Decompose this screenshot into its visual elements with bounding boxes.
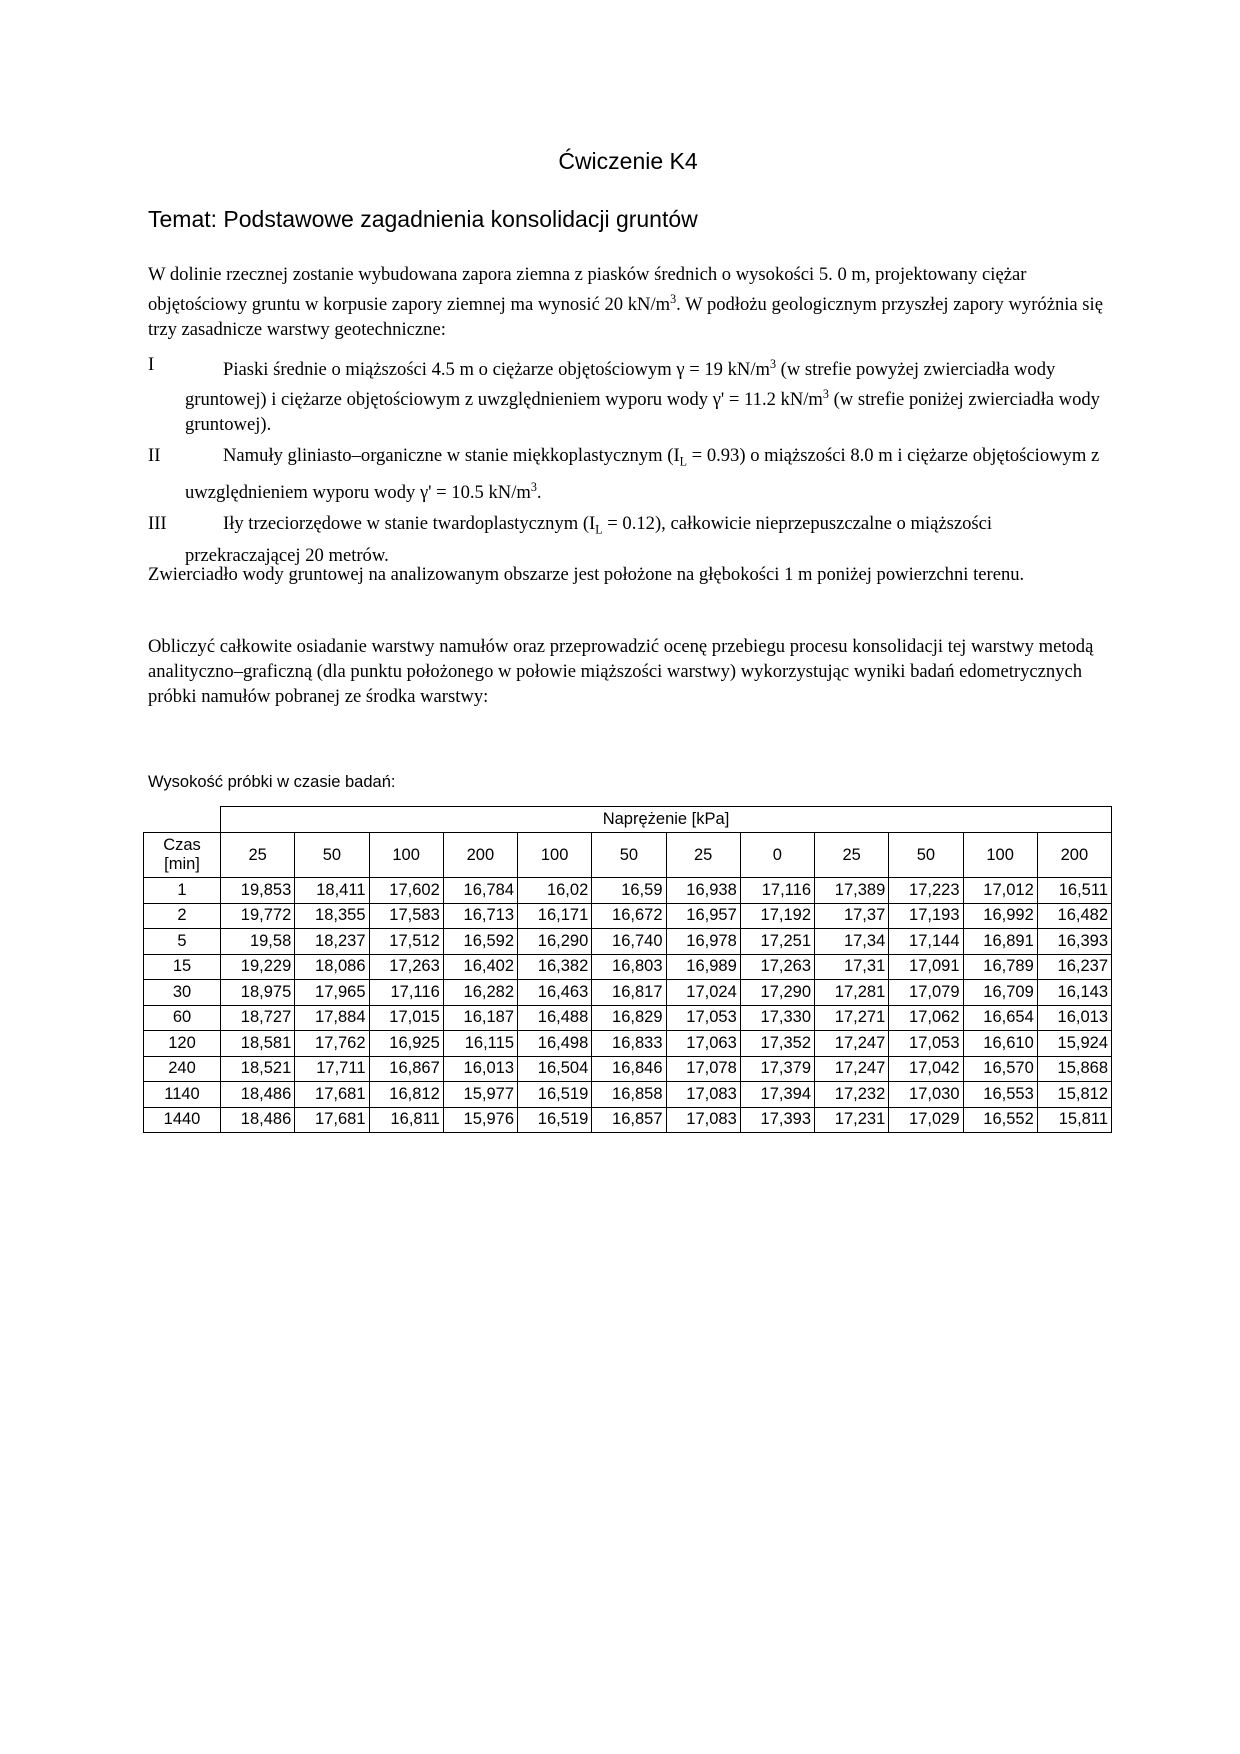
height-cell: 17,053: [666, 1005, 740, 1031]
height-cell: 17,681: [295, 1107, 369, 1133]
height-cell: 18,727: [221, 1005, 295, 1031]
height-cell: 16,393: [1037, 929, 1111, 955]
stress-header-cell: 25: [666, 833, 740, 878]
height-cell: 17,231: [815, 1107, 889, 1133]
table-header-row-values: [144, 833, 1112, 878]
height-cell: 16,519: [518, 1082, 592, 1108]
time-cell: 60: [144, 1005, 221, 1031]
time-cell: 5: [144, 929, 221, 955]
height-cell: 17,263: [369, 954, 443, 980]
height-cell: 18,581: [221, 1031, 295, 1057]
height-cell: 15,976: [443, 1107, 517, 1133]
layer-number: I: [148, 354, 155, 375]
stress-header-cell: 200: [443, 833, 517, 878]
height-cell: 16,891: [963, 929, 1037, 955]
height-cell: 17,330: [740, 1005, 814, 1031]
stress-header-cell: 25: [221, 833, 295, 878]
sample-height-table: [143, 806, 1112, 1133]
table-header-row-stress: [144, 807, 1112, 833]
stress-header-cell: 50: [889, 833, 963, 878]
height-cell: 18,355: [295, 903, 369, 929]
layer-text-b: = 0.93) o miąższości 8.0 m i ciężarze objętościowym z uwzględnieniem wyporu wody γ' = 10.5 kN/m: [185, 445, 1100, 504]
height-cell: 17,290: [740, 980, 814, 1006]
stress-header: Naprężenie [kPa]: [221, 807, 1112, 833]
height-cell: 16,925: [369, 1031, 443, 1057]
height-cell: 17,083: [666, 1107, 740, 1133]
height-cell: 19,772: [221, 903, 295, 929]
height-cell: 16,610: [963, 1031, 1037, 1057]
height-cell: 16,488: [518, 1005, 592, 1031]
height-cell: 17,251: [740, 929, 814, 955]
height-cell: 18,237: [295, 929, 369, 955]
time-header-line1: Czas: [163, 836, 201, 854]
height-cell: 18,975: [221, 980, 295, 1006]
height-cell: 18,486: [221, 1082, 295, 1108]
height-cell: 17,029: [889, 1107, 963, 1133]
table-row: [144, 903, 1112, 929]
height-cell: 17,271: [815, 1005, 889, 1031]
stress-header-cell: 25: [815, 833, 889, 878]
intro-text-1: W dolinie rzecznej zostanie wybudowana zapora ziemna z piasków średnich o wysokości 5. 0 m, projektowany ciężar objętościowy gruntu w korpusie zapory ziemnej ma wynosić 20 kN/m: [148, 264, 1027, 316]
height-cell: 17,012: [963, 878, 1037, 904]
layer-sup-b: 3: [822, 387, 829, 402]
height-cell: 16,672: [592, 903, 666, 929]
table-row: [144, 1082, 1112, 1108]
height-cell: 15,811: [1037, 1107, 1111, 1133]
groundwater-paragraph: Zwierciadło wody gruntowej na analizowanym obszarze jest położone na głębokości 1 m poniżej powierzchni terenu.: [148, 564, 1025, 585]
height-cell: 15,924: [1037, 1031, 1111, 1057]
layer-item-1: [148, 352, 1108, 437]
layer-item-3: [148, 511, 1108, 568]
height-cell: 16,187: [443, 1005, 517, 1031]
height-cell: 17,015: [369, 1005, 443, 1031]
layers-list: [148, 352, 1108, 574]
height-cell: 16,282: [443, 980, 517, 1006]
height-cell: 17,078: [666, 1056, 740, 1082]
height-cell: 17,116: [369, 980, 443, 1006]
height-cell: 16,938: [666, 878, 740, 904]
height-cell: 17,232: [815, 1082, 889, 1108]
intro-sup: 3: [670, 292, 677, 306]
height-cell: 16,59: [592, 878, 666, 904]
height-cell: 17,263: [740, 954, 814, 980]
height-cell: 16,992: [963, 903, 1037, 929]
height-cell: 16,143: [1037, 980, 1111, 1006]
table-row: [144, 954, 1112, 980]
height-cell: 19,58: [221, 929, 295, 955]
height-cell: 16,957: [666, 903, 740, 929]
height-cell: 18,411: [295, 878, 369, 904]
height-cell: 16,498: [518, 1031, 592, 1057]
layer-text-a: Namuły gliniasto–organiczne w stanie miękkoplastycznym (I: [223, 445, 680, 467]
height-cell: 16,171: [518, 903, 592, 929]
height-cell: 17,31: [815, 954, 889, 980]
layer-text-b: = 0.12), całkowicie nieprzepuszczalne o miąższości przekraczającej 20 metrów.: [185, 513, 993, 566]
height-cell: 17,884: [295, 1005, 369, 1031]
height-cell: 16,812: [369, 1082, 443, 1108]
height-cell: 17,711: [295, 1056, 369, 1082]
layer-sup-b: 3: [530, 480, 537, 495]
height-cell: 16,989: [666, 954, 740, 980]
table-row: [144, 1107, 1112, 1133]
height-cell: 17,389: [815, 878, 889, 904]
stress-header-cell: 100: [518, 833, 592, 878]
table-row: [144, 980, 1112, 1006]
height-cell: 16,740: [592, 929, 666, 955]
height-cell: 16,811: [369, 1107, 443, 1133]
height-cell: 16,803: [592, 954, 666, 980]
height-cell: 16,978: [666, 929, 740, 955]
height-cell: 18,486: [221, 1107, 295, 1133]
height-cell: 17,602: [369, 878, 443, 904]
height-cell: 17,091: [889, 954, 963, 980]
height-cell: 17,583: [369, 903, 443, 929]
height-cell: 17,192: [740, 903, 814, 929]
height-cell: 16,553: [963, 1082, 1037, 1108]
height-cell: 16,115: [443, 1031, 517, 1057]
height-cell: 17,223: [889, 878, 963, 904]
layer-text-b: (w strefie powyżej zwierciadła wody gruntowej) i ciężarze objętościowym z uwzględnieniem wyporu wody γ' = 11.2 kN/m: [185, 359, 1056, 411]
time-header-line2: [min]: [164, 855, 200, 873]
height-cell: 17,762: [295, 1031, 369, 1057]
table-row: [144, 878, 1112, 904]
layer-text-a: Iły trzeciorzędowe w stanie twardoplastycznym (I: [223, 513, 596, 535]
height-cell: 15,812: [1037, 1082, 1111, 1108]
table-row: [144, 1005, 1112, 1031]
height-cell: 15,868: [1037, 1056, 1111, 1082]
height-cell: 16,592: [443, 929, 517, 955]
height-cell: 16,654: [963, 1005, 1037, 1031]
height-cell: 16,237: [1037, 954, 1111, 980]
layer-text-c: (w strefie poniżej zwierciadła wody gruntowej).: [185, 389, 1100, 436]
height-cell: 16,02: [518, 878, 592, 904]
intro-text-2: . W podłożu geologicznym przyszłej zapory wyróżnia się trzy zasadnicze warstwy geotechniczne:: [148, 294, 1103, 341]
height-cell: 16,709: [963, 980, 1037, 1006]
layer-number: II: [148, 445, 161, 467]
height-cell: 17,083: [666, 1082, 740, 1108]
height-cell: 17,062: [889, 1005, 963, 1031]
height-cell: 16,482: [1037, 903, 1111, 929]
layer-text-a: Piaski średnie o miąższości 4.5 m o ciężarze objętościowym γ = 19 kN/m: [223, 359, 770, 381]
stress-header-cell: 50: [592, 833, 666, 878]
height-cell: 16,382: [518, 954, 592, 980]
height-cell: 17,512: [369, 929, 443, 955]
table-row: [144, 929, 1112, 955]
height-cell: 17,030: [889, 1082, 963, 1108]
time-cell: 1: [144, 878, 221, 904]
height-cell: 16,402: [443, 954, 517, 980]
height-cell: 16,833: [592, 1031, 666, 1057]
height-cell: 18,521: [221, 1056, 295, 1082]
height-cell: 17,247: [815, 1056, 889, 1082]
task-paragraph: Obliczyć całkowite osiadanie warstwy namułów oraz przeprowadzić ocenę przebiegu procesu konsolidacji tej warstwy metodą analityczno–graficzną (dla punktu położonego w połowie miąższości warstwy) wykorzystując wyniki badań edometrycznych próbki namułów pobranej ze środka warstwy:: [148, 636, 1094, 707]
layer-sub-a: L: [679, 455, 688, 470]
height-cell: 16,552: [963, 1107, 1037, 1133]
time-cell: 1140: [144, 1082, 221, 1108]
height-cell: 16,846: [592, 1056, 666, 1082]
time-cell: 2: [144, 903, 221, 929]
height-cell: 16,789: [963, 954, 1037, 980]
layer-sup-a: 3: [769, 357, 776, 371]
height-cell: 17,281: [815, 980, 889, 1006]
table-row: [144, 1031, 1112, 1057]
height-cell: 17,37: [815, 903, 889, 929]
height-cell: 16,463: [518, 980, 592, 1006]
stress-header-cell: 50: [295, 833, 369, 878]
height-cell: 16,519: [518, 1107, 592, 1133]
height-cell: 17,352: [740, 1031, 814, 1057]
height-cell: 16,013: [1037, 1005, 1111, 1031]
layer-text: [185, 352, 1108, 437]
height-cell: 16,290: [518, 929, 592, 955]
height-cell: 19,229: [221, 954, 295, 980]
stress-header-cell: 100: [963, 833, 1037, 878]
height-cell: 17,116: [740, 878, 814, 904]
layer-number: III: [148, 513, 167, 535]
time-cell: 1440: [144, 1107, 221, 1133]
height-cell: 16,511: [1037, 878, 1111, 904]
layer-text-c: .: [536, 482, 542, 504]
height-cell: 17,379: [740, 1056, 814, 1082]
time-cell: 30: [144, 980, 221, 1006]
height-cell: 17,247: [815, 1031, 889, 1057]
time-cell: 120: [144, 1031, 221, 1057]
height-cell: 16,858: [592, 1082, 666, 1108]
height-cell: 16,013: [443, 1056, 517, 1082]
table-caption: Wysokość próbki w czasie badań:: [148, 773, 396, 791]
height-cell: 17,34: [815, 929, 889, 955]
height-cell: 16,829: [592, 1005, 666, 1031]
height-cell: 19,853: [221, 878, 295, 904]
table-row: [144, 1056, 1112, 1082]
document-title: Ćwiczenie K4: [558, 148, 698, 174]
document-topic: Temat: Podstawowe zagadnienia konsolidacji gruntów: [148, 206, 698, 232]
layer-text: [185, 511, 1108, 568]
time-cell: 15: [144, 954, 221, 980]
height-cell: 18,086: [295, 954, 369, 980]
height-cell: 17,042: [889, 1056, 963, 1082]
height-cell: 17,193: [889, 903, 963, 929]
height-cell: 17,393: [740, 1107, 814, 1133]
layer-sub-a: L: [595, 523, 603, 537]
height-cell: 16,817: [592, 980, 666, 1006]
height-cell: 16,713: [443, 903, 517, 929]
stress-header-cell: 100: [369, 833, 443, 878]
height-cell: 16,784: [443, 878, 517, 904]
height-cell: 16,857: [592, 1107, 666, 1133]
layer-text: [185, 443, 1108, 505]
height-cell: 15,977: [443, 1082, 517, 1108]
height-cell: 17,053: [889, 1031, 963, 1057]
time-cell: 240: [144, 1056, 221, 1082]
height-cell: 17,681: [295, 1082, 369, 1108]
table-corner-cell: [144, 807, 221, 833]
layer-item-2: [148, 443, 1108, 505]
height-cell: 16,867: [369, 1056, 443, 1082]
height-cell: 16,570: [963, 1056, 1037, 1082]
stress-header-cell: 200: [1037, 833, 1111, 878]
height-cell: 17,063: [666, 1031, 740, 1057]
height-cell: 17,024: [666, 980, 740, 1006]
intro-paragraph: [148, 262, 1108, 342]
time-header: [144, 833, 221, 878]
height-cell: 17,965: [295, 980, 369, 1006]
height-cell: 17,144: [889, 929, 963, 955]
stress-header-cell: 0: [740, 833, 814, 878]
height-cell: 17,079: [889, 980, 963, 1006]
height-cell: 17,394: [740, 1082, 814, 1108]
height-cell: 16,504: [518, 1056, 592, 1082]
